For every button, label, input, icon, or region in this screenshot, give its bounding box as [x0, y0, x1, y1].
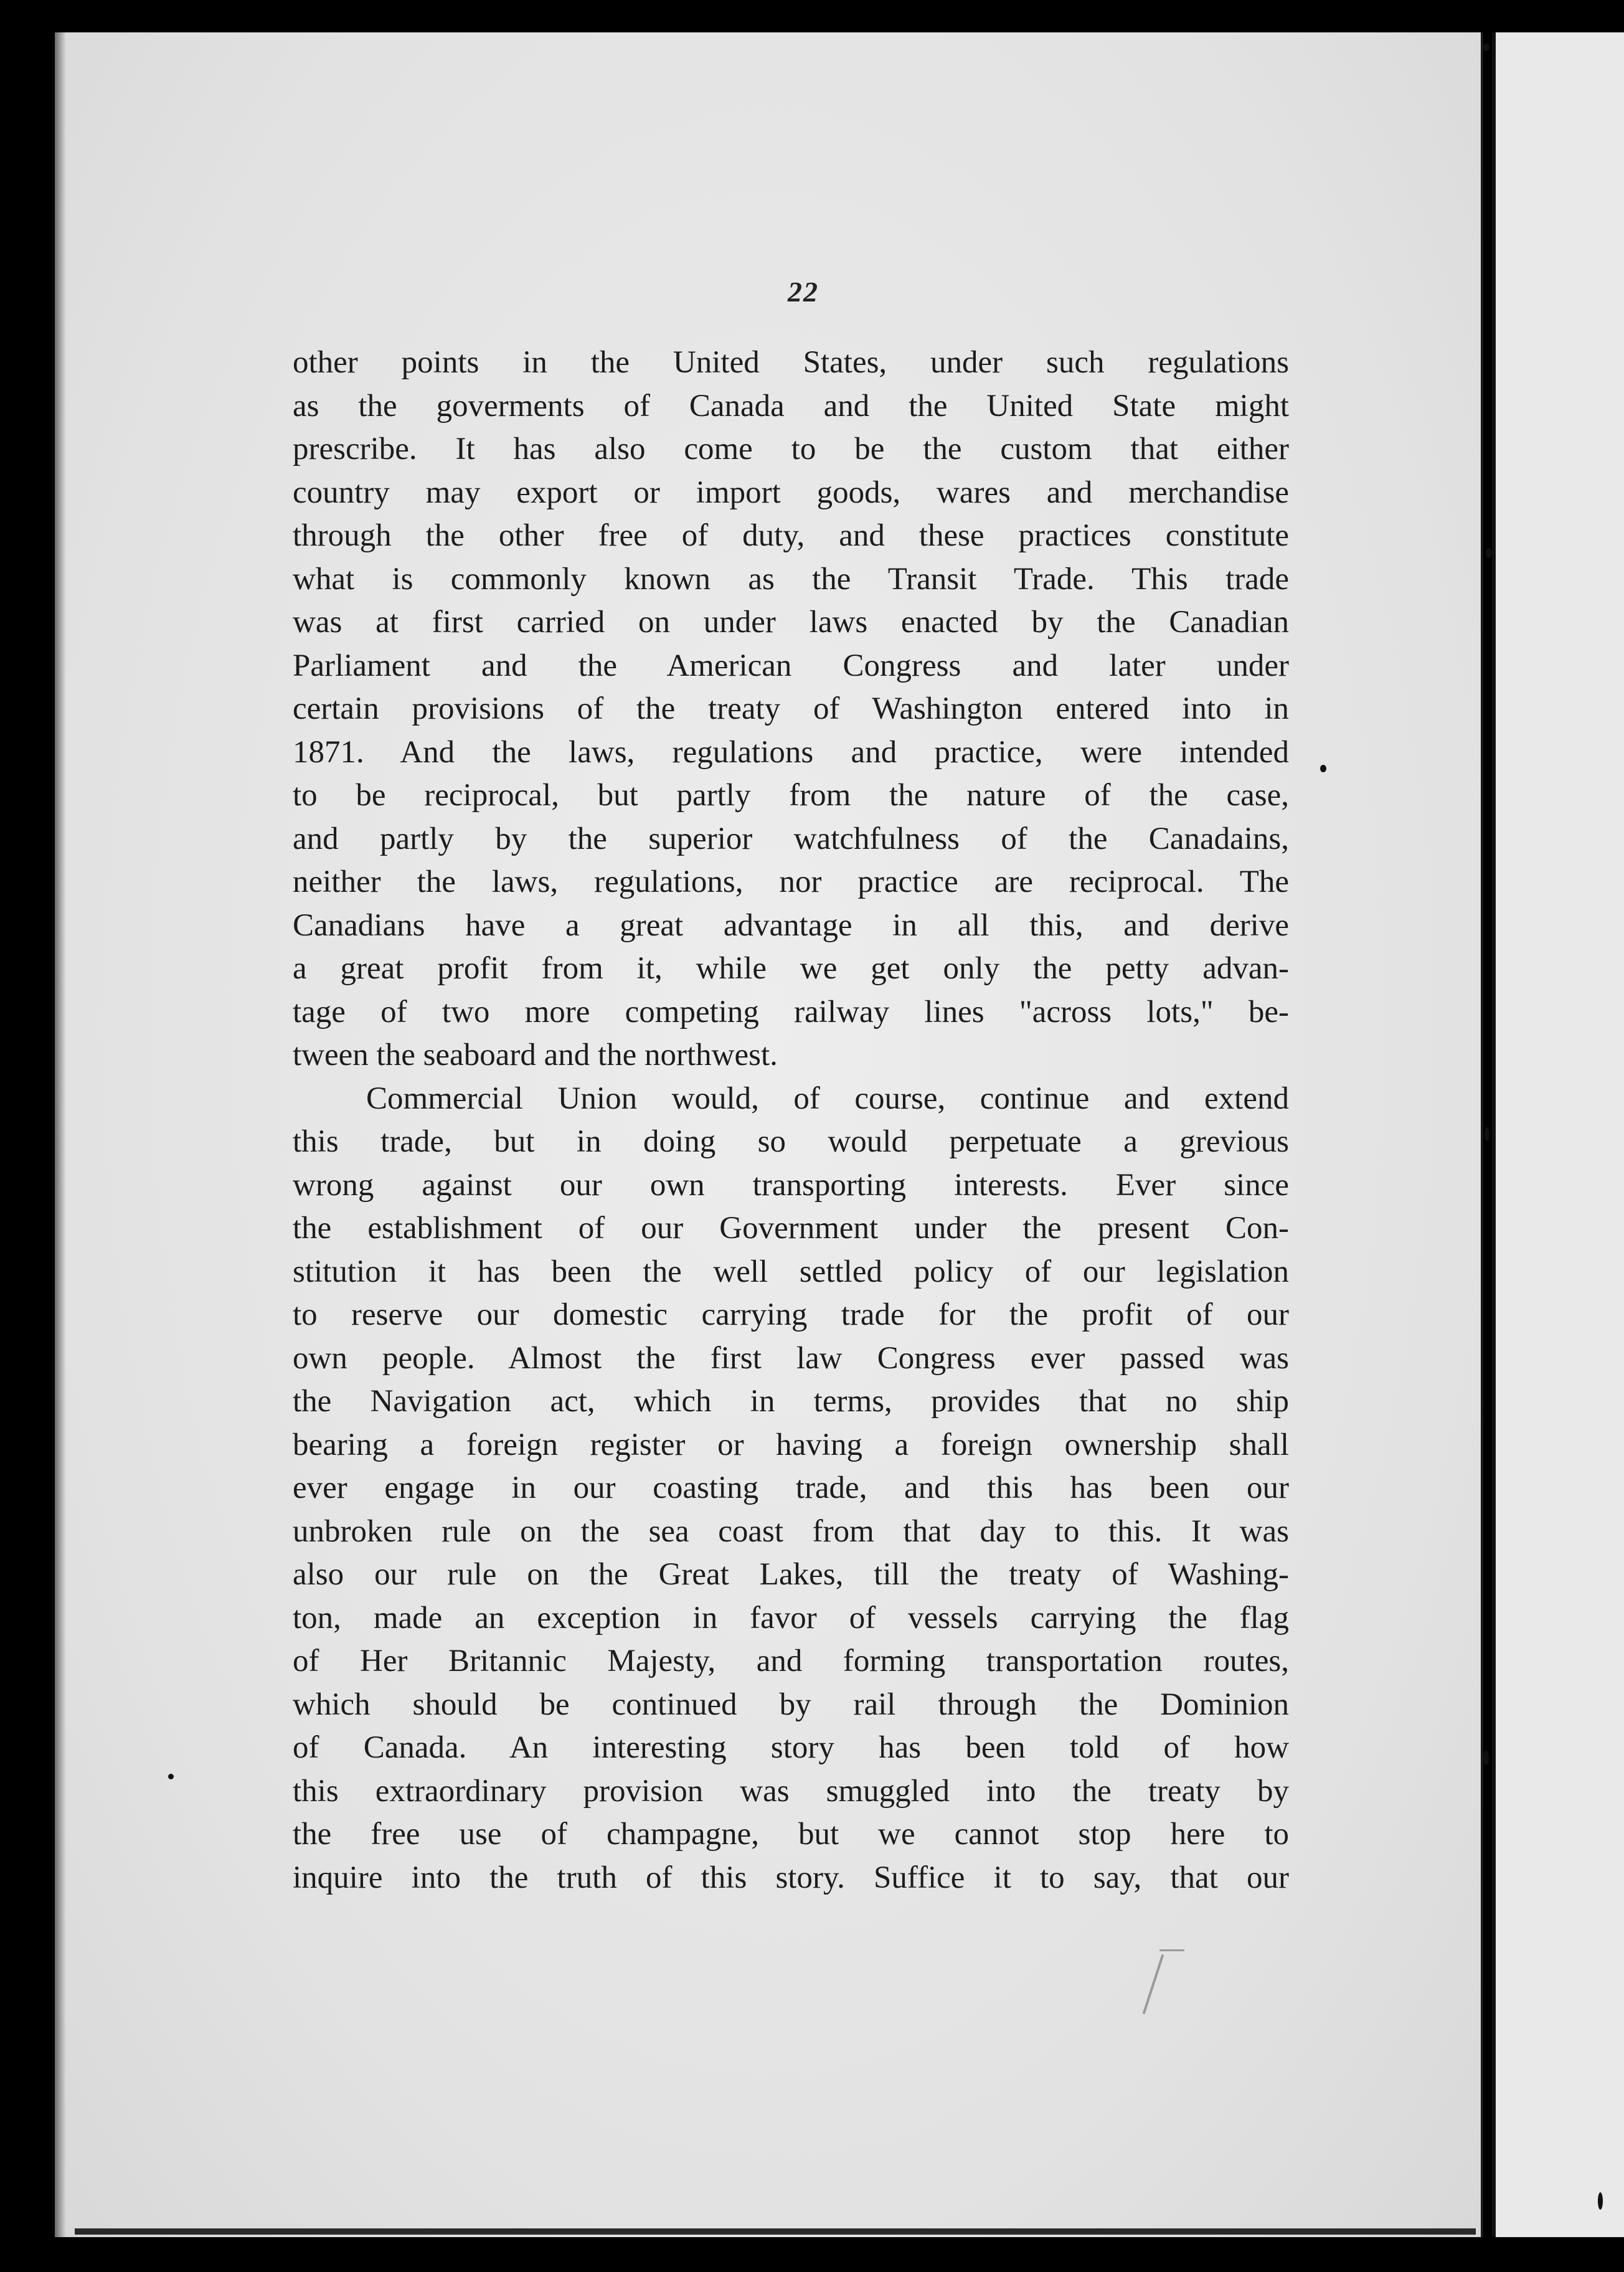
text-line-paragraph-start: Commercial Union would, of course, continue and extend: [366, 1081, 1289, 1116]
text-line: other points in the United States, under such regulations: [293, 345, 1289, 380]
text-line: also our rule on the Great Lakes, till the treaty of Washing-: [293, 1557, 1289, 1592]
text-line: through the other free of duty, and these practices constitute: [293, 518, 1289, 553]
pencil-mark: [1159, 1949, 1184, 1951]
scan-speck: [1486, 548, 1492, 558]
text-line: the Navigation act, which in terms, provides that no ship: [293, 1384, 1289, 1419]
text-line: country may export or import goods, wares and merchandise: [293, 475, 1289, 510]
text-line: ton, made an exception in favor of vessels carrying the flag: [293, 1600, 1289, 1635]
text-line: was at first carried on under laws enacted by the Canadian: [293, 605, 1289, 640]
text-line: inquire into the truth of this story. Suffice it to say, that our: [293, 1860, 1289, 1895]
text-line: a great profit from it, while we get only the petty advan-: [293, 951, 1289, 986]
text-line: Canadians have a great advantage in all this, and derive: [293, 907, 1289, 943]
scan-speck: [1483, 1750, 1489, 1765]
text-line: to be reciprocal, but partly from the nature of the case,: [293, 778, 1289, 813]
text-line: certain provisions of the treaty of Washington entered into in: [293, 691, 1289, 726]
text-line: unbroken rule on the sea coast from that day to this. It was: [293, 1513, 1289, 1549]
text-line: neither the laws, regulations, nor practice are reciprocal. The: [293, 864, 1289, 899]
page-bottom-edge: [75, 2228, 1476, 2235]
text-line: Parliament and the American Congress and later under: [293, 648, 1289, 683]
text-line: ever engage in our coasting trade, and this has been our: [293, 1470, 1289, 1505]
scan-speck: [1320, 765, 1326, 772]
text-line: what is commonly known as the Transit Trade. This trade: [293, 561, 1289, 597]
text-line: this extraordinary provision was smuggled into the treaty by: [293, 1773, 1289, 1809]
text-line: which should be continued by rail through the Dominion: [293, 1687, 1289, 1722]
page-body-text: [293, 341, 1289, 1900]
scan-speck: [1598, 2192, 1603, 2210]
text-line: tween the seaboard and the northwest.: [293, 1038, 778, 1072]
text-line: the free use of champagne, but we cannot stop here to: [293, 1817, 1289, 1852]
text-line: to reserve our domestic carrying trade for the profit of our: [293, 1297, 1289, 1332]
scan-speck: [1483, 44, 1489, 51]
page-gutter-shadow: [55, 32, 66, 2237]
text-line: this trade, but in doing so would perpetuate a grevious: [293, 1124, 1289, 1159]
text-line: 1871. And the laws, regulations and practice, were intended: [293, 734, 1289, 770]
adjacent-page-edge: [1492, 32, 1624, 2237]
text-line: tage of two more competing railway lines "across lots," be-: [293, 994, 1289, 1030]
page-number: 22: [788, 276, 819, 308]
text-line: prescribe. It has also come to be the custom that either: [293, 432, 1289, 466]
text-line: bearing a foreign register or having a foreign ownership shall: [293, 1427, 1289, 1462]
text-line: of Canada. An interesting story has been told of how: [293, 1730, 1289, 1765]
text-line: as the goverments of Canada and the United State might: [293, 388, 1289, 424]
text-line: stitution it has been the well settled policy of our legislation: [293, 1254, 1289, 1289]
text-line: of Her Britannic Majesty, and forming transportation routes,: [293, 1644, 1289, 1678]
text-line: own people. Almost the first law Congress ever passed was: [293, 1340, 1289, 1376]
text-line: the establishment of our Government under the present Con-: [293, 1211, 1289, 1246]
text-line: and partly by the superior watchfulness of the Canadains,: [293, 821, 1289, 856]
scan-speck: [168, 1774, 174, 1779]
scan-speck: [1485, 1127, 1489, 1141]
text-line: wrong against our own transporting interests. Ever since: [293, 1167, 1289, 1203]
